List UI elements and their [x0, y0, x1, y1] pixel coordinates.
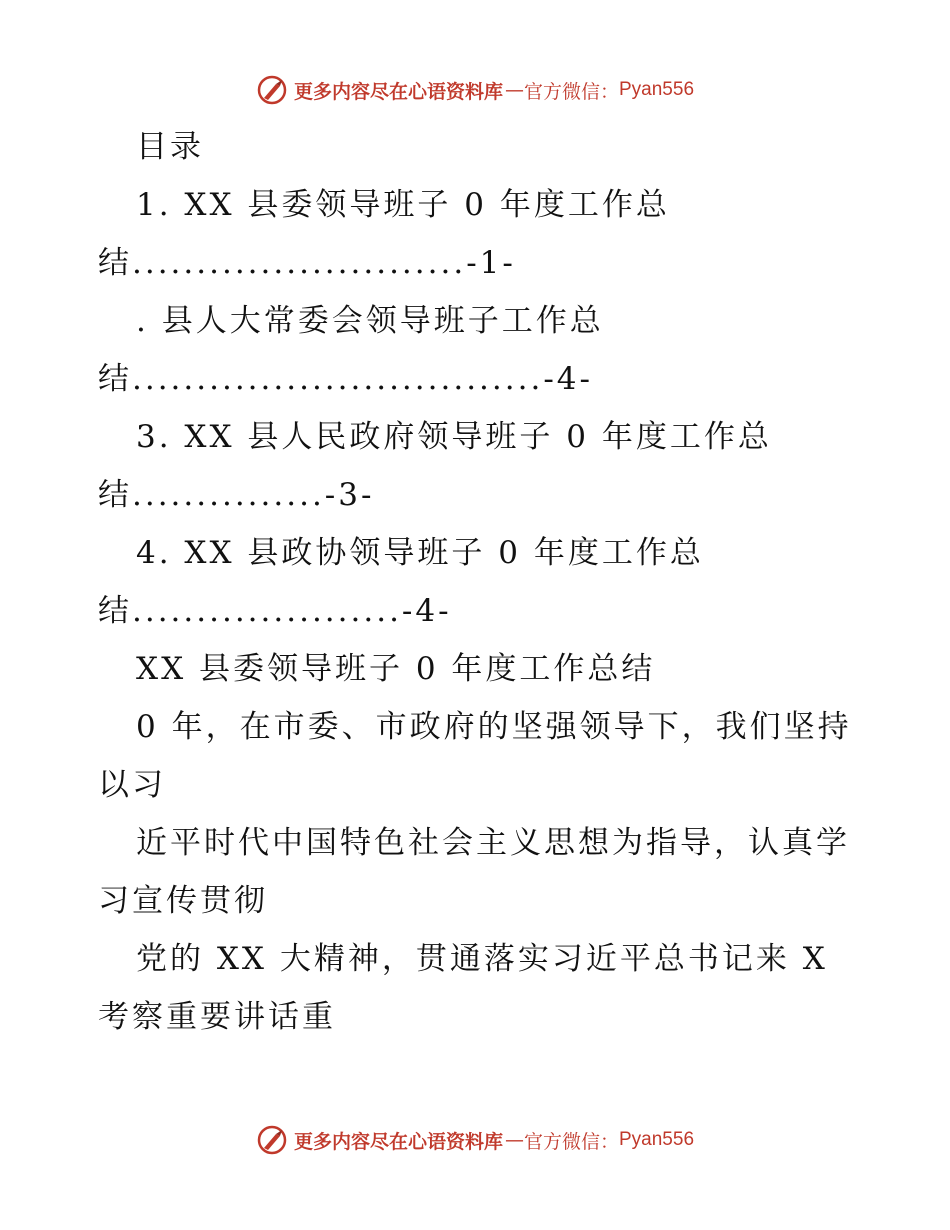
paragraph-line: 党的 XX 大精神，贯通落实习近平总书记来 X [136, 941, 828, 977]
site-name: 更多内容尽在心语资料库 [293, 80, 503, 103]
section-title: XX 县委领导班子 0 年度工作总结 [136, 651, 656, 687]
header-watermark [0, 70, 950, 110]
separator-dash: — [504, 79, 522, 101]
paragraph-line: 考察重要讲话重 [98, 999, 336, 1035]
toc-entry-1: 1. XX 县委领导班子 0 年度工作总 [136, 187, 670, 223]
paragraph-line: 近平时代中国特色社会主义思想为指导，认真学 [136, 825, 850, 861]
paragraph-line: 以习 [98, 767, 166, 803]
wechat-label: 官方微信： [523, 1130, 619, 1153]
wechat-label: 官方微信： [523, 80, 619, 103]
wechat-id: Pyan556 [619, 79, 695, 100]
separator-dash: — [504, 1129, 522, 1151]
toc-heading: 目录 [136, 129, 204, 165]
wechat-id: Pyan556 [619, 1129, 695, 1150]
paragraph-line: 习宣传贯彻 [98, 883, 268, 919]
toc-entry-3: 3. XX 县人民政府领导班子 0 年度工作总 [136, 419, 772, 455]
pen-logo-icon [256, 1124, 288, 1156]
toc-entry-4-page: 结.....................-4- [98, 593, 452, 629]
paragraph-line: 0 年，在市委、市政府的坚强领导下，我们坚持 [136, 709, 852, 745]
toc-entry-2-page: 结................................-4- [98, 361, 594, 397]
pen-logo-icon [256, 74, 288, 106]
toc-entry-3-page: 结...............-3- [98, 477, 375, 513]
toc-entry-4: 4. XX 县政协领导班子 0 年度工作总 [136, 535, 704, 571]
site-name: 更多内容尽在心语资料库 [293, 1130, 503, 1153]
document-body [98, 118, 858, 1046]
toc-entry-1-page: 结..........................-1- [98, 245, 516, 281]
footer-watermark [0, 1120, 950, 1160]
toc-entry-2: . 县人大常委会领导班子工作总 [136, 303, 604, 339]
